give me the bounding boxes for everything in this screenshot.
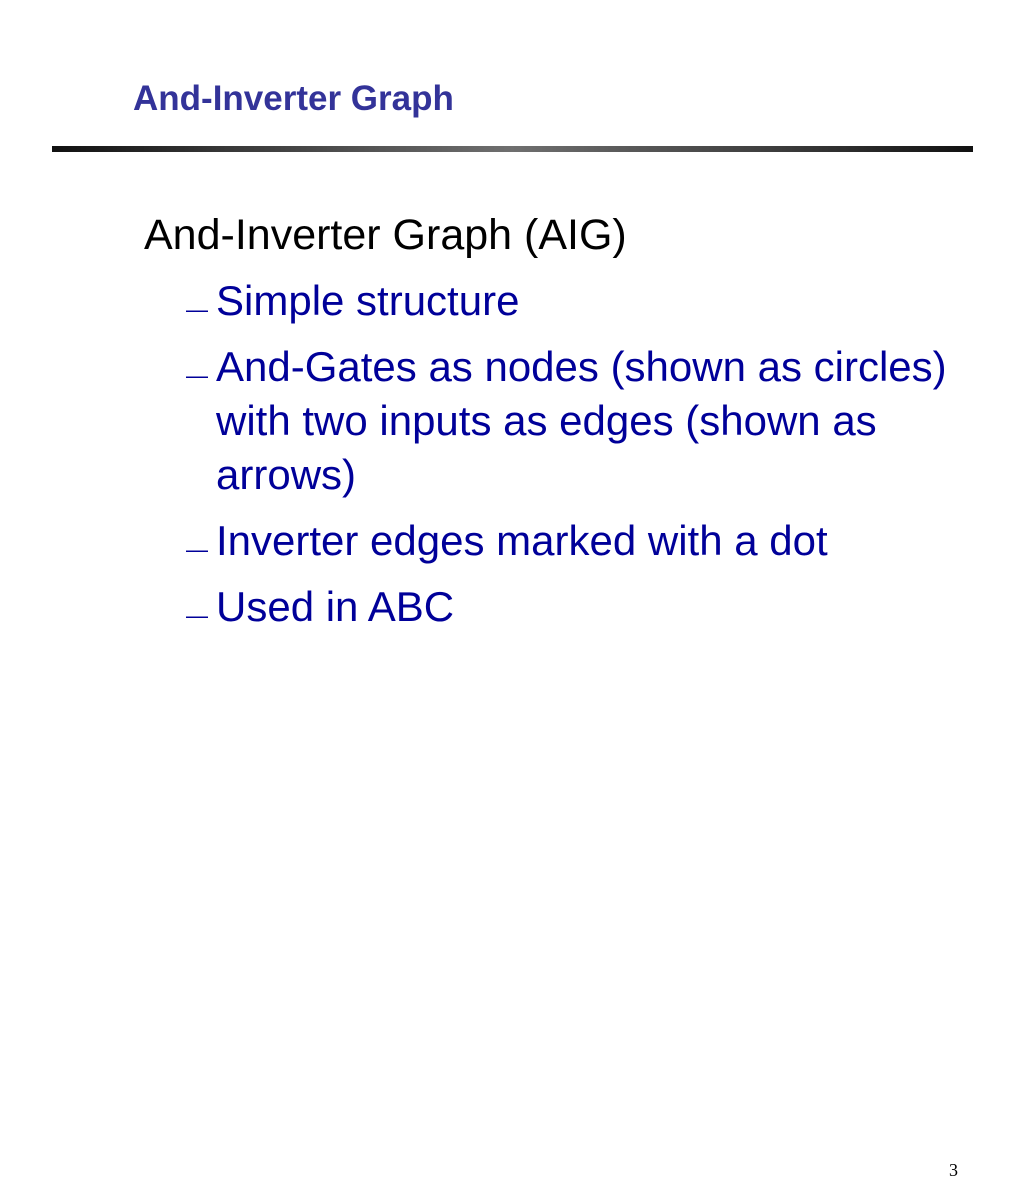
- dash-bullet-icon: —: [186, 537, 208, 562]
- slide-title: And-Inverter Graph: [133, 79, 454, 118]
- bullet-item: [186, 340, 976, 502]
- title-divider: [52, 146, 973, 152]
- bullet-text: Inverter edges marked with a dot: [216, 517, 828, 564]
- bullet-item: [186, 274, 976, 328]
- dash-bullet-icon: —: [186, 297, 208, 322]
- bullet-text: Simple structure: [216, 277, 520, 324]
- bullet-item: [186, 514, 976, 568]
- dash-bullet-icon: —: [186, 363, 208, 388]
- page-number: 3: [949, 1160, 958, 1180]
- bullet-text: And-Gates as nodes (shown as circles) with two inputs as edges (shown as arrows): [216, 343, 947, 498]
- bullet-item: [186, 580, 976, 634]
- bullet-text: Used in ABC: [216, 583, 455, 630]
- dash-bullet-icon: —: [186, 603, 208, 628]
- main-heading: And-Inverter Graph (AIG): [144, 211, 627, 259]
- bullet-list: [186, 274, 976, 646]
